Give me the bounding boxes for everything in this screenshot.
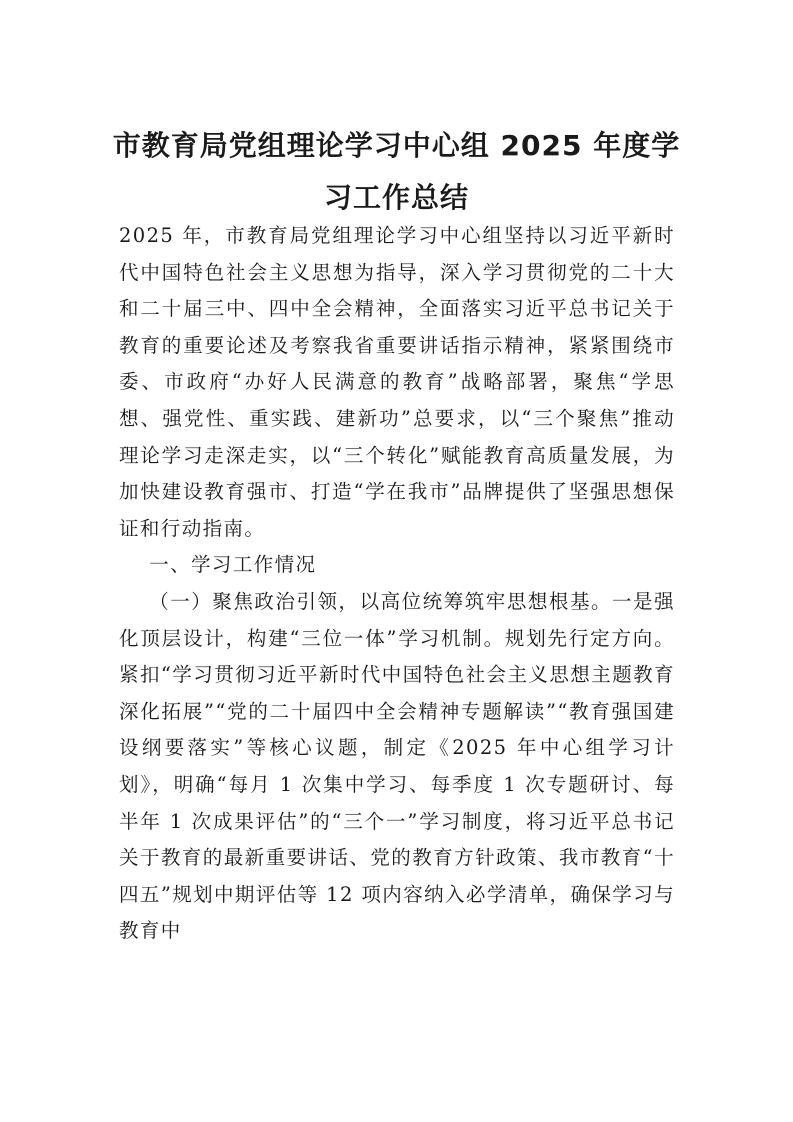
document-body — [119, 218, 675, 950]
document-title: 市教育局党组理论学习中心组 2025 年度学习工作总结 — [112, 129, 681, 214]
section-heading: 一、学习工作情况 — [149, 553, 317, 577]
subsection-paragraph: （一）聚焦政治引领，以高位统筹筑牢思想根基。一是强化顶层设计，构建“三位一体”学习机制。规划先行定方向。紧扣“学习贯彻习近平新时代中国特色社会主义思想主题教育深化拓展”“党的二十届四中全会精神专题解读”“教育强国建设纲要落实”等核心议题，制定《2025 年中心组学习计划》，明确“每月 1 次集中学习、每季度 1 次专题研讨、每半年 1 次成果评估”的“三个一”学习制度，将习近平总书记关于教育的最新重要讲话、党的教育方针政策、我市教育“十四五”规划中期评估等 12 项内容纳入必学清单，确保学习与教育中 — [119, 589, 675, 943]
intro-paragraph: 2025 年，市教育局党组理论学习中心组坚持以习近平新时代中国特色社会主义思想为指导，深入学习贯彻党的二十大和二十届三中、四中全会精神，全面落实习近平总书记关于教育的重要论述及考察我省重要讲话指示精神，紧紧围绕市委、市政府“办好人民满意的教育”战略部署，聚焦“学思想、强党性、重实践、建新功”总要求，以“三个聚焦”推动理论学习走深走实，以“三个转化”赋能教育高质量发展，为加快建设教育强市、打造“学在我市”品牌提供了坚强思想保证和行动指南。 — [119, 224, 675, 540]
